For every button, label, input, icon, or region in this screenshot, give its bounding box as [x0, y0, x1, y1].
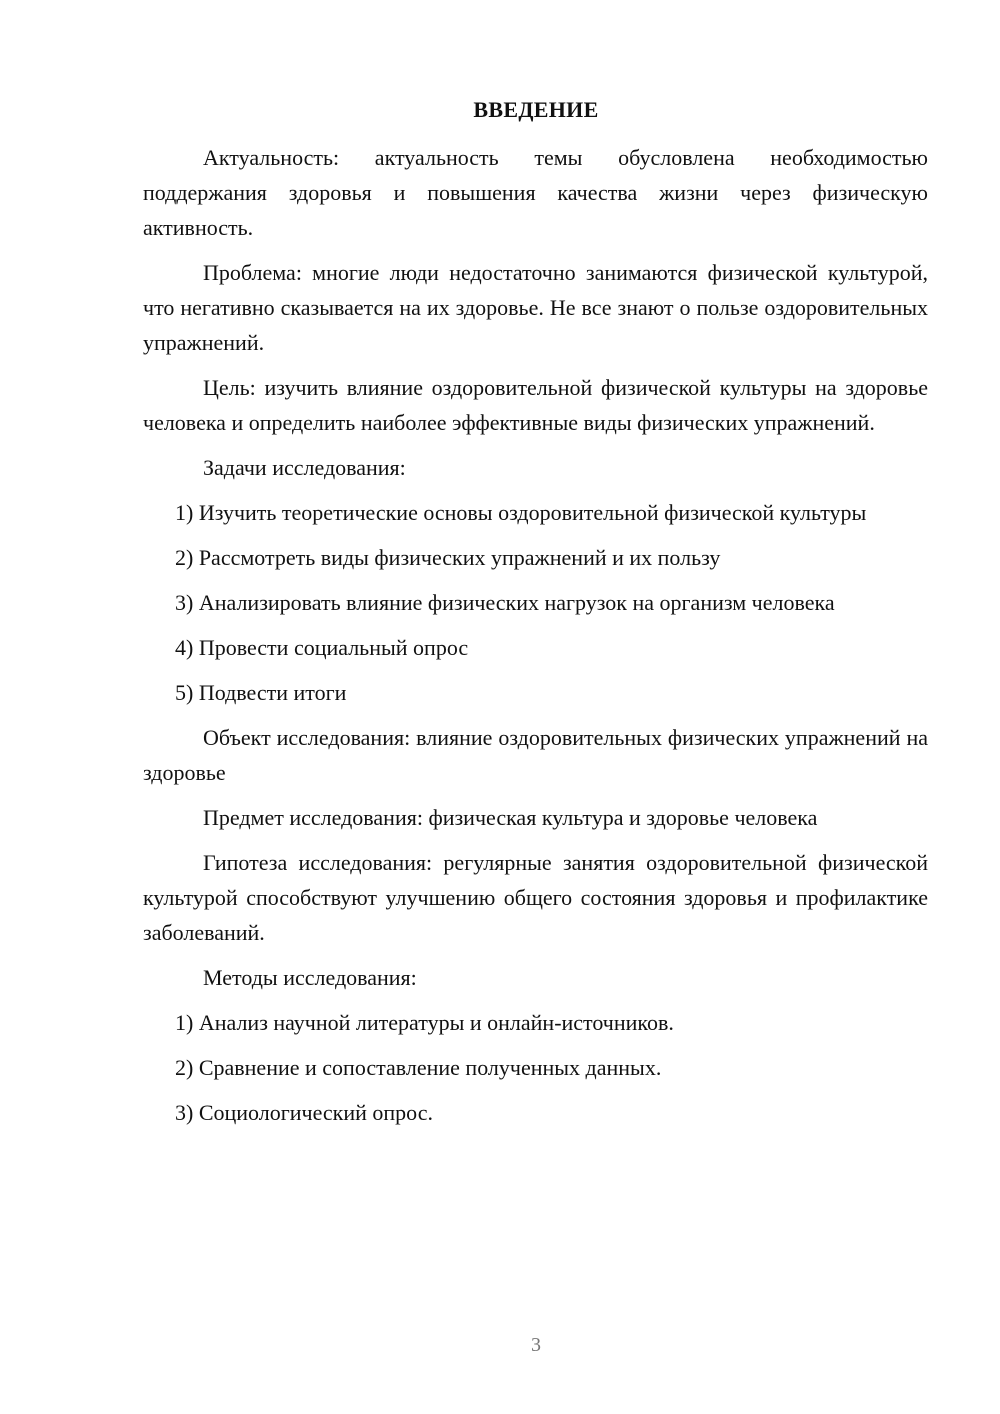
subject-paragraph: Предмет исследования: физическая культура и здоровье человека	[203, 805, 818, 830]
task-item-5: 5) Подвести итоги	[175, 680, 347, 705]
task-item-3: 3) Анализировать влияние физических нагрузок на организм человека	[175, 590, 835, 615]
object-paragraph: Объект исследования: влияние оздоровительных физических упражнений на здоровье	[143, 725, 928, 785]
method-item-1: 1) Анализ научной литературы и онлайн-источников.	[175, 1010, 674, 1035]
hypothesis-paragraph: Гипотеза исследования: регулярные занятия оздоровительной физической культурой способствуют улучшению общего состояния здоровья и профилактике заболеваний.	[143, 850, 928, 945]
document-body	[143, 140, 928, 1140]
problem-paragraph: Проблема: многие люди недостаточно занимаются физической культурой, что негативно сказывается на их здоровье. Не все знают о пользе оздоровительных упражнений.	[143, 260, 928, 355]
task-item-1: 1) Изучить теоретические основы оздоровительной физической культуры	[175, 500, 867, 525]
goal-paragraph: Цель: изучить влияние оздоровительной физической культуры на здоровье человека и определить наиболее эффективные виды физических упражнений.	[143, 375, 928, 435]
methods-heading: Методы исследования:	[203, 965, 417, 990]
tasks-heading: Задачи исследования:	[203, 455, 406, 480]
method-item-2: 2) Сравнение и сопоставление полученных данных.	[175, 1055, 662, 1080]
relevance-paragraph: Актуальность: актуальность темы обусловлена необходимостью поддержания здоровья и повышения качества жизни через физическую активность.	[143, 145, 928, 240]
task-item-2: 2) Рассмотреть виды физических упражнений и их пользу	[175, 545, 721, 570]
page-title: ВВЕДЕНИЕ	[473, 97, 599, 122]
task-item-4: 4) Провести социальный опрос	[175, 635, 469, 660]
page-number: 3	[531, 1334, 541, 1356]
method-item-3: 3) Социологический опрос.	[175, 1100, 433, 1125]
